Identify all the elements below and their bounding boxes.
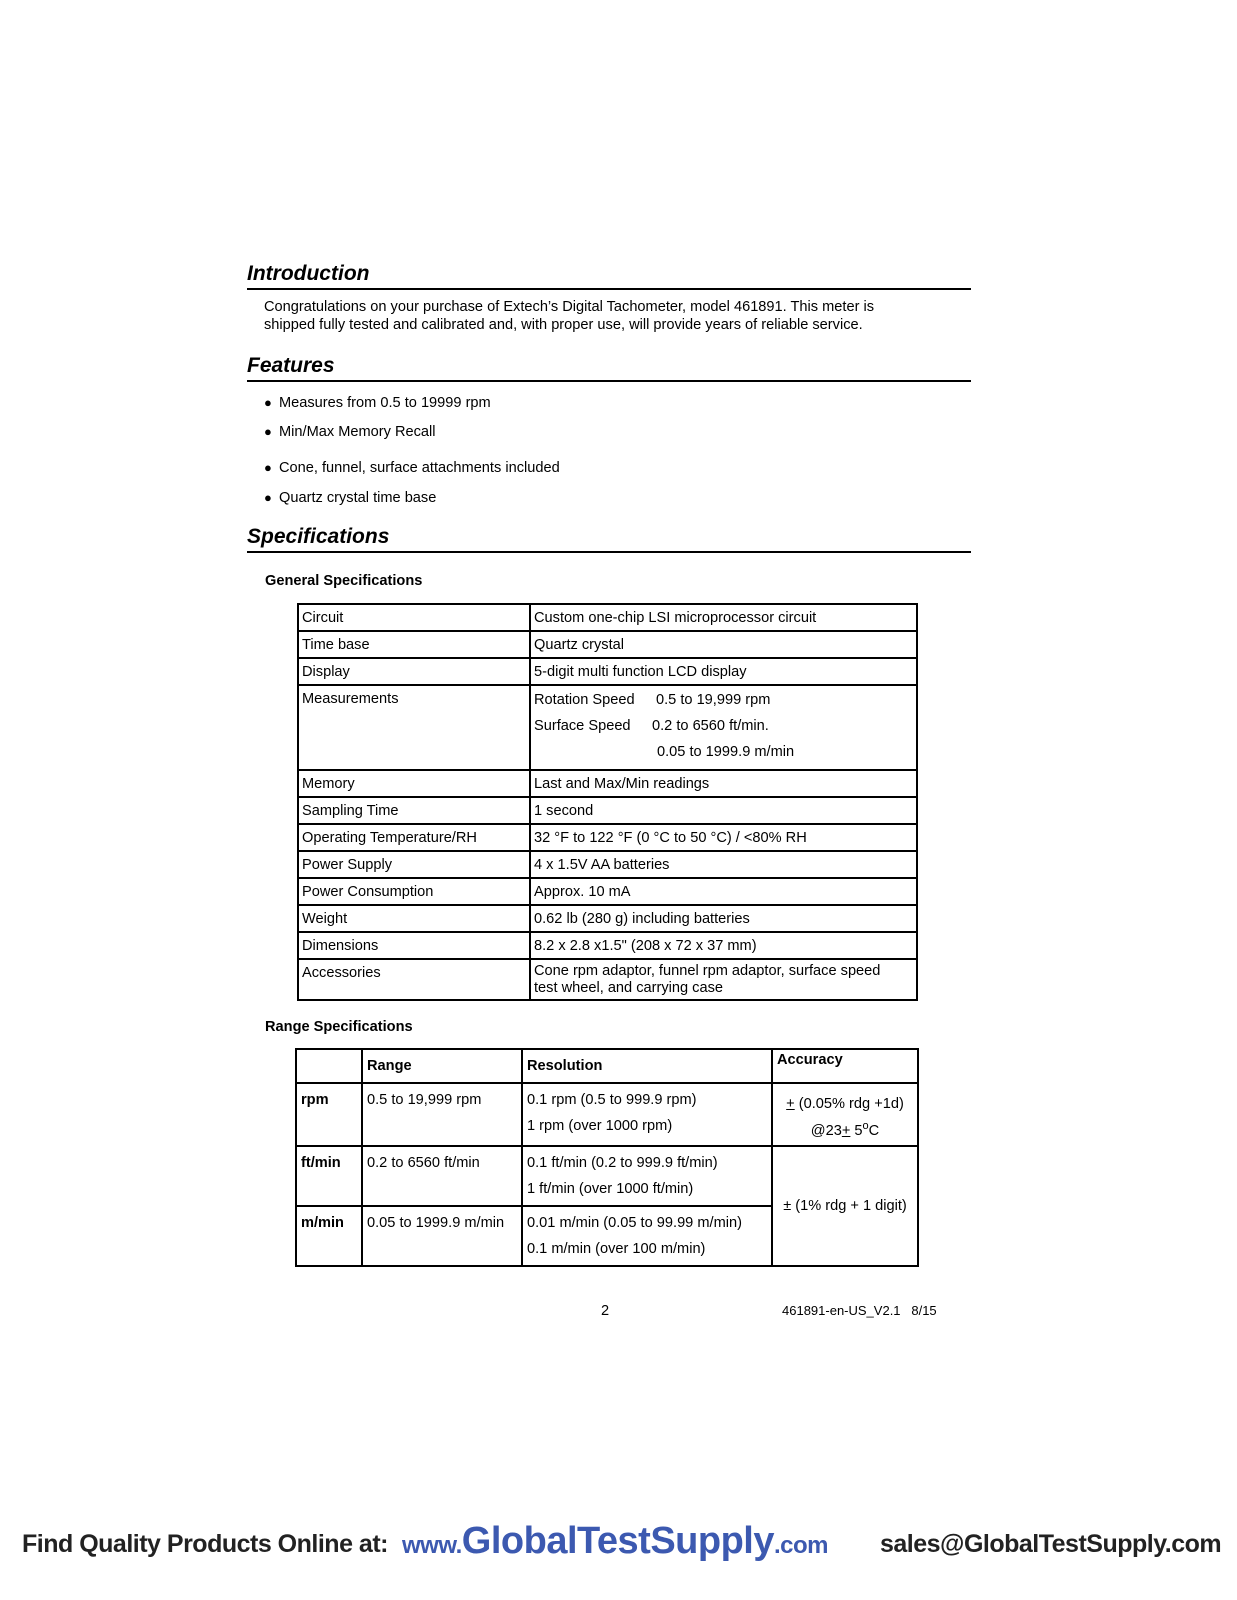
unit-cell: m/min (296, 1206, 362, 1266)
table-row (298, 824, 917, 851)
spec-label: Operating Temperature/RH (298, 824, 530, 851)
introduction-line-1: Congratulations on your purchase of Extech’s Digital Tachometer, model 461891. This meter is (264, 299, 875, 315)
surface-speed-metric-value: 0.05 to 1999.9 m/min (657, 744, 795, 760)
resolution-line: 1 ft/min (over 1000 ft/min) (527, 1180, 694, 1197)
feature-item (264, 489, 436, 507)
resolution-cell (522, 1146, 772, 1206)
unit-cell: ft/min (296, 1146, 362, 1206)
table-row (298, 878, 917, 905)
surface-speed-label: Surface Speed (534, 718, 631, 734)
accuracy-temp-at: @23 (810, 1122, 842, 1139)
header-range: Range (362, 1049, 522, 1083)
feature-item (264, 394, 491, 412)
resolution-line: 0.1 m/min (over 100 m/min) (527, 1240, 706, 1257)
feature-item (264, 459, 560, 477)
unit-cell: rpm (296, 1083, 362, 1146)
bullet-icon: ● (264, 424, 272, 439)
spec-value: 4 x 1.5V AA batteries (530, 851, 917, 878)
table-row (298, 932, 917, 959)
general-specs-table (297, 603, 918, 1001)
spec-value (530, 959, 917, 1000)
feature-text: Quartz crystal time base (279, 490, 437, 506)
accuracy-text: (0.05% rdg +1d) (794, 1096, 904, 1112)
table-header-row (296, 1049, 918, 1083)
table-row (298, 905, 917, 932)
range-specs-heading: Range Specifications (265, 1019, 413, 1035)
table-row (298, 797, 917, 824)
bullet-icon: ● (264, 395, 272, 410)
resolution-line: 0.1 rpm (0.5 to 999.9 rpm) (527, 1092, 697, 1108)
spec-label: Circuit (298, 604, 530, 631)
site-prefix: www. (402, 1532, 462, 1559)
rotation-speed-line (534, 689, 912, 715)
accessories-line-1: Cone rpm adaptor, funnel rpm adaptor, surface speed (534, 963, 881, 979)
accuracy-cell (772, 1083, 918, 1146)
document-code: 461891-en-US_V2.1 8/15 (782, 1303, 937, 1318)
bullet-icon: ● (264, 490, 272, 505)
plus-minus-symbol: + (786, 1096, 795, 1112)
spec-label: Power Supply (298, 851, 530, 878)
resolution-line: 0.01 m/min (0.05 to 99.99 m/min) (527, 1214, 742, 1231)
header-resolution: Resolution (522, 1049, 772, 1083)
accuracy-cell: ± (1% rdg + 1 digit) (772, 1146, 918, 1266)
introduction-line-2: shipped fully tested and calibrated and, with proper use, will provide years of reliable service. (264, 317, 863, 333)
spec-value (530, 685, 917, 770)
spec-value: Quartz crystal (530, 631, 917, 658)
accuracy-temp-num: 5 (850, 1122, 863, 1139)
header-accuracy: Accuracy (772, 1049, 918, 1083)
spec-label: Sampling Time (298, 797, 530, 824)
spec-label: Accessories (298, 959, 530, 1000)
spec-label: Time base (298, 631, 530, 658)
spec-label: Weight (298, 905, 530, 932)
accuracy-temp-unit: C (868, 1122, 880, 1139)
features-heading: Features (247, 354, 971, 382)
table-row (298, 851, 917, 878)
site-suffix: .com (774, 1532, 829, 1559)
spec-label: Memory (298, 770, 530, 797)
table-row (296, 1146, 918, 1206)
rotation-speed-label: Rotation Speed (534, 692, 635, 708)
resolution-cell (522, 1083, 772, 1146)
banner-email-link[interactable]: sales@GlobalTestSupply.com (880, 1530, 1222, 1558)
table-row (296, 1083, 918, 1146)
spec-value: 8.2 x 2.8 x1.5" (208 x 72 x 37 mm) (530, 932, 917, 959)
introduction-heading: Introduction (247, 262, 971, 290)
accuracy-temp-line (777, 1115, 913, 1142)
page-number: 2 (601, 1303, 610, 1319)
accessories-line-2: test wheel, and carrying case (534, 980, 724, 996)
table-row (298, 631, 917, 658)
spec-value: 0.62 lb (280 g) including batteries (530, 905, 917, 932)
banner-website-link[interactable] (402, 1520, 828, 1563)
table-row (298, 685, 917, 770)
accuracy-line (777, 1087, 913, 1115)
range-cell: 0.2 to 6560 ft/min (362, 1146, 522, 1206)
spec-value: 32 °F to 122 °F (0 °C to 50 °C) / <80% RH (530, 824, 917, 851)
resolution-line: 1 rpm (over 1000 rpm) (527, 1118, 673, 1134)
promo-banner (0, 1520, 1237, 1570)
resolution-line: 0.1 ft/min (0.2 to 999.9 ft/min) (527, 1154, 718, 1171)
plus-minus-symbol: + (841, 1122, 851, 1139)
spec-value: Approx. 10 mA (530, 878, 917, 905)
banner-find-text: Find Quality Products Online at: (22, 1530, 388, 1558)
introduction-text (264, 298, 964, 334)
surface-speed-value: 0.2 to 6560 ft/min. (652, 718, 769, 734)
spec-label: Power Consumption (298, 878, 530, 905)
spec-value: 1 second (530, 797, 917, 824)
degree-symbol: o (862, 1120, 869, 1132)
resolution-cell (522, 1206, 772, 1266)
spec-label: Display (298, 658, 530, 685)
feature-text: Min/Max Memory Recall (279, 424, 436, 440)
range-cell: 0.05 to 1999.9 m/min (362, 1206, 522, 1266)
spec-value: 5-digit multi function LCD display (530, 658, 917, 685)
table-row (298, 770, 917, 797)
range-specs-table (295, 1048, 919, 1267)
feature-text: Cone, funnel, surface attachments included (279, 460, 560, 476)
rotation-speed-value: 0.5 to 19,999 rpm (656, 692, 771, 708)
spec-value: Last and Max/Min readings (530, 770, 917, 797)
surface-speed-line (534, 715, 912, 741)
header-empty (296, 1049, 362, 1083)
bullet-icon: ● (264, 460, 272, 475)
spec-value: Custom one-chip LSI microprocessor circuit (530, 604, 917, 631)
spec-label: Measurements (298, 685, 530, 770)
surface-speed-metric-line (534, 741, 912, 767)
specifications-heading: Specifications (247, 525, 971, 553)
spec-label: Dimensions (298, 932, 530, 959)
site-main: GlobalTestSupply (461, 1520, 774, 1562)
feature-text: Measures from 0.5 to 19999 rpm (279, 395, 491, 411)
table-row (298, 658, 917, 685)
general-specs-heading: General Specifications (265, 573, 423, 589)
table-row (298, 959, 917, 1000)
feature-item (264, 423, 436, 441)
table-row (298, 604, 917, 631)
range-cell: 0.5 to 19,999 rpm (362, 1083, 522, 1146)
